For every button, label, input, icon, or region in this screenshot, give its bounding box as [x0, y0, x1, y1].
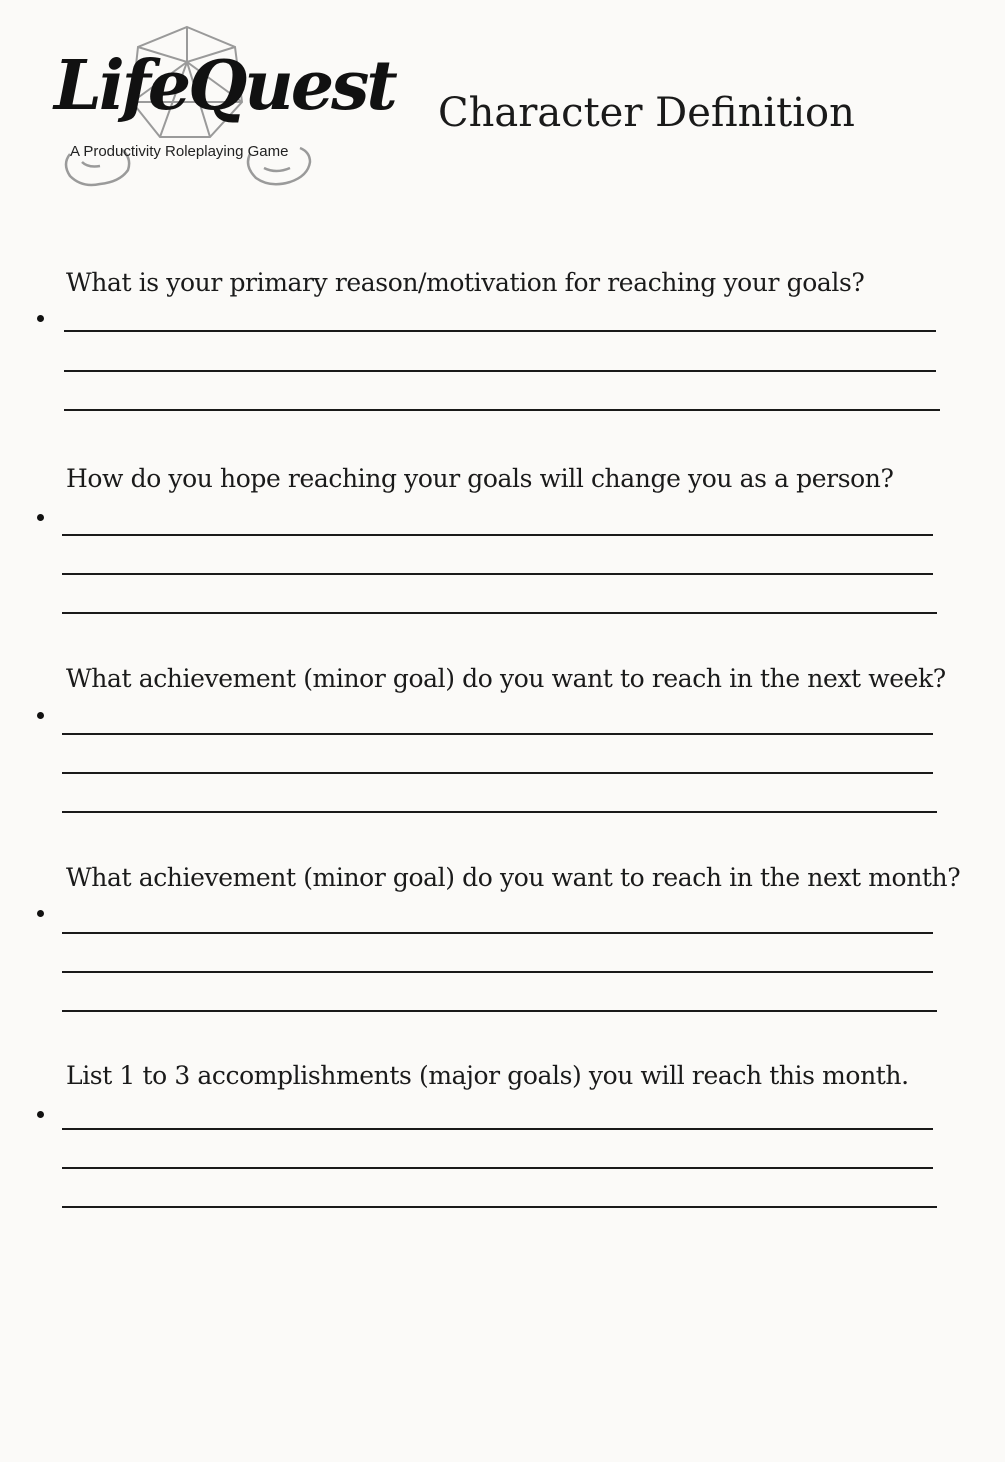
answer-line[interactable]: [62, 1010, 937, 1012]
question-block-1: [0, 268, 1005, 438]
question-text: How do you hope reaching your goals will change you as a person?: [66, 464, 894, 493]
question-block-5: [0, 1061, 1005, 1231]
answer-line[interactable]: [62, 971, 933, 973]
bullet: [37, 1111, 44, 1118]
question-block-4: [0, 863, 1005, 1033]
answer-line[interactable]: [62, 1167, 933, 1169]
answer-line[interactable]: [64, 370, 936, 372]
answer-line[interactable]: [62, 534, 933, 536]
answer-line[interactable]: [62, 612, 937, 614]
logo-tagline: A Productivity Roleplaying Game: [70, 143, 289, 160]
logo-wordmark: LifeQuest: [54, 46, 395, 126]
bullet: [37, 315, 44, 322]
answer-line[interactable]: [62, 573, 933, 575]
bullet: [37, 712, 44, 719]
answer-line[interactable]: [64, 409, 940, 411]
answer-line[interactable]: [62, 811, 937, 813]
bullet: [37, 514, 44, 521]
question-text: What achievement (minor goal) do you want to reach in the next month?: [66, 863, 961, 892]
answer-line[interactable]: [62, 1128, 933, 1130]
bullet: [37, 910, 44, 917]
lifequest-logo: [50, 22, 395, 192]
question-text: What is your primary reason/motivation for reaching your goals?: [66, 268, 865, 297]
answer-line[interactable]: [62, 772, 933, 774]
answer-line[interactable]: [64, 330, 936, 332]
question-text: What achievement (minor goal) do you want to reach in the next week?: [66, 664, 946, 693]
question-block-2: [0, 464, 1005, 634]
answer-line[interactable]: [62, 1206, 937, 1208]
question-text: List 1 to 3 accomplishments (major goals) you will reach this month.: [66, 1061, 909, 1090]
answer-line[interactable]: [62, 733, 933, 735]
page-title: Character Definition: [438, 90, 855, 136]
question-block-3: [0, 664, 1005, 834]
answer-line[interactable]: [62, 932, 933, 934]
